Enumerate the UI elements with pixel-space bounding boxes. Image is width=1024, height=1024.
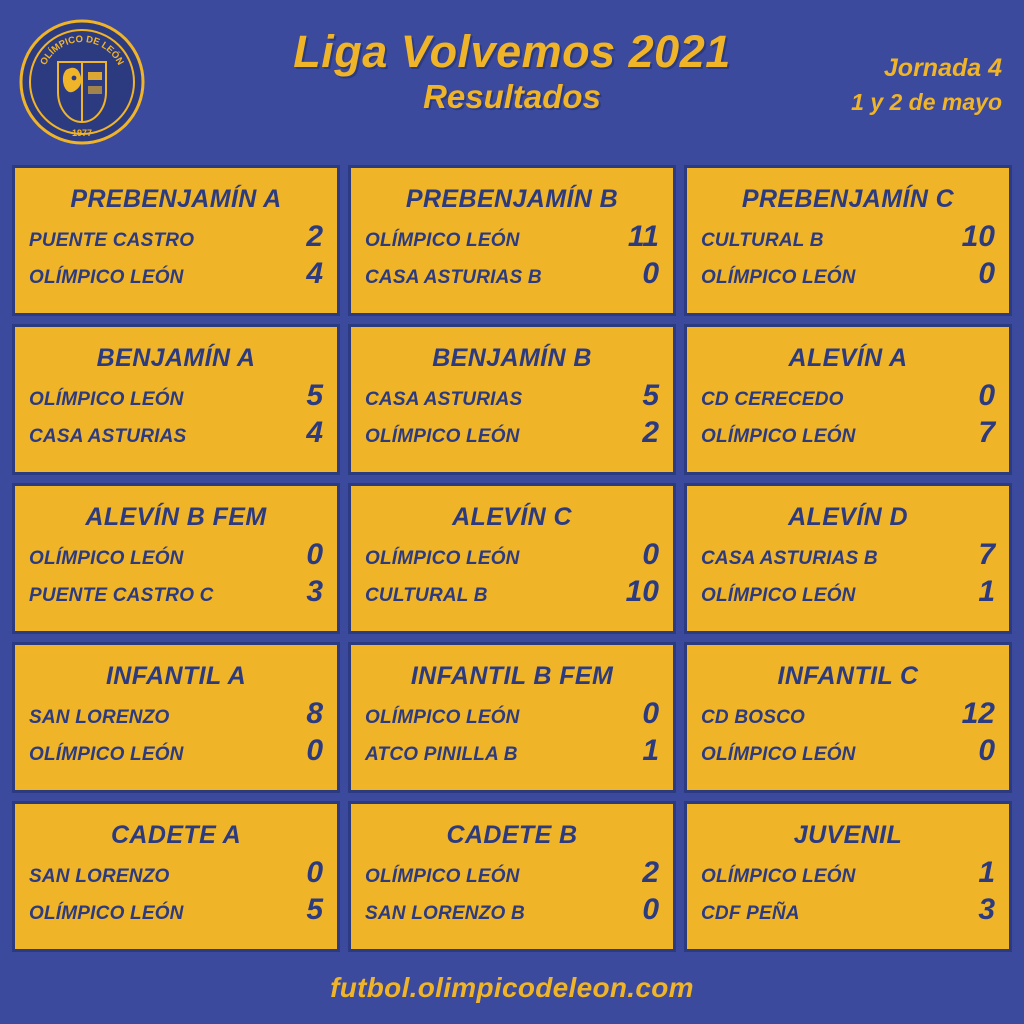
away-row — [701, 255, 995, 293]
home-team-name: OLÍMPICO LEÓN — [365, 706, 520, 728]
away-team-name: OLÍMPICO LEÓN — [701, 267, 856, 289]
category-title: CADETE B — [446, 821, 578, 850]
away-team-score: 2 — [642, 416, 659, 450]
away-team-name: CASA ASTURIAS B — [365, 267, 542, 289]
result-card — [12, 324, 340, 475]
home-row — [365, 536, 659, 574]
result-card — [684, 642, 1012, 793]
result-card — [684, 165, 1012, 316]
home-team-score: 0 — [978, 378, 995, 412]
category-title: ALEVÍN B FEM — [85, 503, 267, 532]
result-card — [348, 324, 676, 475]
away-team-name: SAN LORENZO B — [365, 903, 525, 925]
away-row — [701, 414, 995, 452]
category-title: BENJAMÍN B — [432, 344, 592, 373]
away-team-score: 0 — [642, 893, 659, 927]
page-title: Liga Volvemos 2021 — [293, 26, 731, 77]
home-row — [701, 854, 995, 892]
result-card — [12, 801, 340, 952]
home-team-score: 7 — [978, 537, 995, 571]
home-row — [29, 695, 323, 733]
result-card — [12, 642, 340, 793]
home-team-score: 1 — [978, 855, 995, 889]
away-row — [701, 891, 995, 929]
category-title: CADETE A — [110, 821, 242, 850]
home-team-name: CD BOSCO — [701, 706, 805, 728]
away-team-name: CULTURAL B — [365, 585, 488, 607]
away-row — [29, 255, 323, 293]
home-team-name: CASA ASTURIAS — [365, 388, 523, 410]
home-team-score: 0 — [306, 855, 323, 889]
away-team-score: 0 — [306, 734, 323, 768]
home-team-name: CASA ASTURIAS B — [701, 547, 878, 569]
footer — [0, 952, 1024, 1024]
home-team-name: OLÍMPICO LEÓN — [29, 547, 184, 569]
result-card — [684, 324, 1012, 475]
away-team-name: OLÍMPICO LEÓN — [701, 585, 856, 607]
results-grid — [0, 165, 1024, 952]
category-title: ALEVÍN A — [788, 344, 908, 373]
away-team-name: OLÍMPICO LEÓN — [29, 267, 184, 289]
result-card — [684, 801, 1012, 952]
header — [0, 0, 1024, 165]
category-title: PREBENJAMÍN A — [70, 185, 282, 214]
home-team-name: OLÍMPICO LEÓN — [365, 865, 520, 887]
result-card — [12, 483, 340, 634]
home-row — [29, 218, 323, 256]
away-team-score: 5 — [306, 893, 323, 927]
result-card — [348, 642, 676, 793]
away-team-score: 1 — [642, 734, 659, 768]
away-row — [29, 732, 323, 770]
home-team-score: 0 — [642, 537, 659, 571]
away-team-name: CASA ASTURIAS — [29, 426, 187, 448]
away-team-name: OLÍMPICO LEÓN — [701, 744, 856, 766]
away-team-score: 3 — [306, 575, 323, 609]
away-team-name: OLÍMPICO LEÓN — [29, 903, 184, 925]
away-team-name: OLÍMPICO LEÓN — [701, 426, 856, 448]
home-team-name: OLÍMPICO LEÓN — [29, 388, 184, 410]
home-team-score: 5 — [642, 378, 659, 412]
home-team-score: 2 — [642, 855, 659, 889]
away-row — [365, 414, 659, 452]
home-row — [701, 377, 995, 415]
club-crest-logo — [18, 18, 146, 146]
home-row — [365, 218, 659, 256]
away-row — [365, 573, 659, 611]
away-team-score: 0 — [642, 257, 659, 291]
home-team-score: 8 — [306, 696, 323, 730]
home-row — [701, 536, 995, 574]
result-card — [348, 165, 676, 316]
result-card — [684, 483, 1012, 634]
home-team-name: CULTURAL B — [701, 229, 824, 251]
home-row — [365, 377, 659, 415]
category-title: PREBENJAMÍN B — [405, 185, 619, 214]
away-row — [365, 255, 659, 293]
home-row — [365, 854, 659, 892]
away-row — [701, 573, 995, 611]
result-card — [12, 165, 340, 316]
away-team-score: 0 — [978, 257, 995, 291]
away-team-score: 3 — [978, 893, 995, 927]
away-row — [701, 732, 995, 770]
home-row — [365, 695, 659, 733]
home-row — [29, 536, 323, 574]
home-row — [29, 377, 323, 415]
away-team-name: OLÍMPICO LEÓN — [29, 744, 184, 766]
away-team-name: CDF PEÑA — [701, 903, 800, 925]
category-title: INFANTIL B FEM — [410, 662, 614, 691]
away-team-name: OLÍMPICO LEÓN — [365, 426, 520, 448]
website-link[interactable]: futbol.olimpicodeleon.com — [330, 972, 694, 1003]
home-team-score: 2 — [306, 219, 323, 253]
svg-text:1977: 1977 — [71, 128, 93, 138]
away-row — [365, 732, 659, 770]
home-team-score: 0 — [306, 537, 323, 571]
svg-text:OLÍMPICO DE LEÓN: OLÍMPICO DE LEÓN — [38, 33, 126, 68]
home-team-name: SAN LORENZO — [29, 706, 170, 728]
category-title: ALEVÍN D — [788, 503, 908, 532]
home-team-score: 10 — [961, 219, 995, 253]
home-team-name: OLÍMPICO LEÓN — [365, 229, 520, 251]
category-title: INFANTIL A — [105, 662, 247, 691]
result-card — [348, 801, 676, 952]
home-team-score: 11 — [627, 219, 659, 253]
home-team-name: SAN LORENZO — [29, 865, 170, 887]
category-title: BENJAMÍN A — [96, 344, 256, 373]
home-team-name: CD CERECEDO — [701, 388, 844, 410]
result-card — [348, 483, 676, 634]
matchday-date: 1 y 2 de mayo — [851, 88, 1002, 115]
matchday-number: Jornada 4 — [883, 54, 1002, 82]
away-team-score: 7 — [978, 416, 995, 450]
away-row — [29, 414, 323, 452]
home-team-score: 12 — [961, 696, 995, 730]
away-team-score: 0 — [978, 734, 995, 768]
home-team-score: 5 — [306, 378, 323, 412]
home-team-name: OLÍMPICO LEÓN — [701, 865, 856, 887]
category-title: JUVENIL — [793, 821, 903, 850]
away-team-score: 4 — [306, 257, 323, 291]
away-team-score: 10 — [625, 575, 659, 609]
away-team-score: 1 — [978, 575, 995, 609]
home-team-name: OLÍMPICO LEÓN — [365, 547, 520, 569]
page-subtitle: Resultados — [423, 78, 601, 116]
away-team-name: PUENTE CASTRO C — [29, 585, 214, 607]
home-team-score: 0 — [642, 696, 659, 730]
home-row — [29, 854, 323, 892]
matchday-info — [851, 52, 1002, 119]
away-row — [29, 573, 323, 611]
home-row — [701, 695, 995, 733]
away-team-name: ATCO PINILLA B — [365, 744, 518, 766]
category-title: ALEVÍN C — [452, 503, 572, 532]
category-title: PREBENJAMÍN C — [741, 185, 955, 214]
away-row — [29, 891, 323, 929]
home-row — [701, 218, 995, 256]
home-team-name: PUENTE CASTRO — [29, 229, 195, 251]
category-title: INFANTIL C — [777, 662, 919, 691]
away-team-score: 4 — [306, 416, 323, 450]
away-row — [365, 891, 659, 929]
